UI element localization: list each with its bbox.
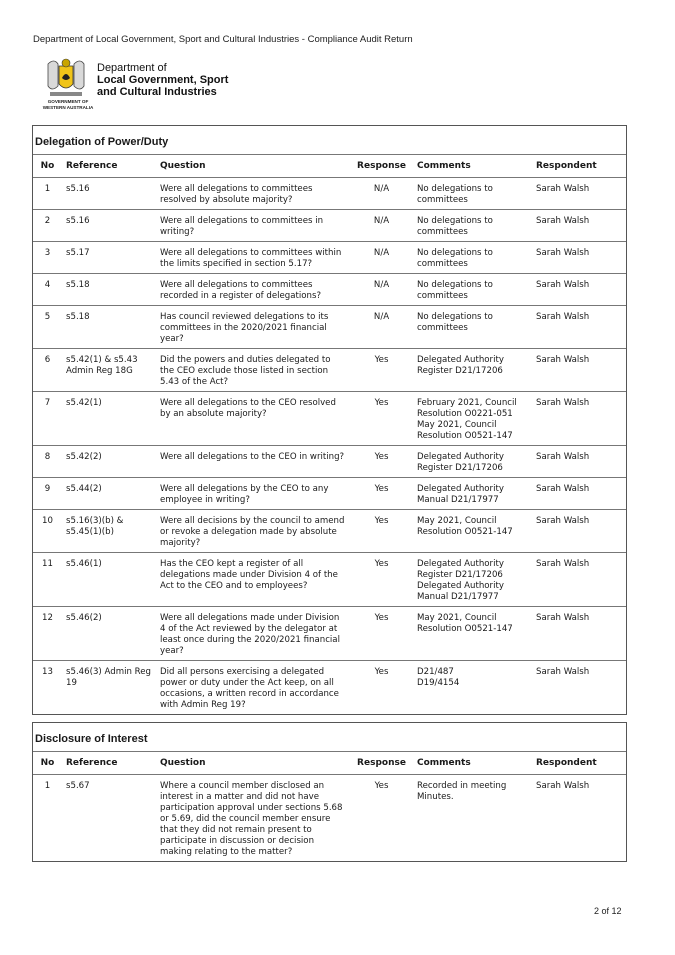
cell-respondent: Sarah Walsh: [532, 510, 626, 553]
section-title: Delegation of Power/Duty: [33, 126, 626, 155]
cell-no: 4: [33, 274, 62, 306]
cell-question: Were all delegations to committees recorded in a register of delegations?: [156, 274, 350, 306]
cell-comments: No delegations to committees: [413, 210, 532, 242]
cell-comments: Delegated Authority Register D21/17206: [413, 446, 532, 478]
cell-reference: s5.46(3) Admin Reg 19: [66, 667, 151, 688]
cell-comments: D21/487 D19/4154: [417, 667, 460, 688]
cell-no: 9: [33, 478, 62, 510]
cell-question: Did all persons exercising a delegated power or duty under the Act keep, on all occasions, a written record in accordance with Admin Reg 19?: [160, 667, 339, 710]
col-response: Response: [350, 752, 413, 775]
cell-comments: No delegations to committees: [413, 178, 532, 210]
department-name-line-1: Department of: [97, 62, 167, 74]
cell-comments: May 2021, Council Resolution O0521-147: [413, 510, 532, 553]
cell-no: 12: [33, 607, 62, 661]
table-row: [33, 392, 626, 446]
cell-no: 11: [33, 553, 62, 607]
cell-response: N/A: [350, 274, 413, 306]
cell-response: Yes: [350, 478, 413, 510]
table-row: [33, 349, 626, 392]
disclosure-rows: [33, 775, 626, 862]
wa-crest-icon: [40, 56, 92, 102]
cell-respondent: Sarah Walsh: [532, 607, 626, 661]
cell-comments: No delegations to committees: [413, 242, 532, 274]
cell-reference: s5.17: [62, 242, 156, 274]
cell-comments: Recorded in meeting Minutes.: [417, 781, 507, 802]
cell-comments: Delegated Authority Manual D21/17977: [413, 478, 532, 510]
col-reference: Reference: [62, 752, 156, 775]
col-comments: Comments: [413, 752, 532, 775]
cell-reference: s5.46(1): [62, 553, 156, 607]
cell-comments: No delegations to committees: [413, 274, 532, 306]
cell-reference: s5.42(1) & s5.43 Admin Reg 18G: [62, 349, 156, 392]
cell-response: Yes: [350, 510, 413, 553]
table-row: [33, 553, 626, 607]
cell-comments: Delegated Authority Register D21/17206 Delegated Authority Manual D21/17977: [413, 553, 532, 607]
cell-question: Where a council member disclosed an interest in a matter and did not have participation approval under sections 5.68 or 5.69, did the council member ensure that they did not remain present to participate in discussion or decision making relating to the matter?: [160, 781, 343, 857]
cell-response: Yes: [350, 392, 413, 446]
cell-no: 6: [33, 349, 62, 392]
cell-respondent: Sarah Walsh: [536, 781, 590, 791]
cell-reference: s5.46(2): [62, 607, 156, 661]
table-row: [33, 210, 626, 242]
cell-respondent: Sarah Walsh: [536, 667, 590, 677]
cell-question: Were all delegations to committees in writing?: [156, 210, 350, 242]
cell-question: Has the CEO kept a register of all delegations made under Division 4 of the Act to the CEO and to employees?: [156, 553, 350, 607]
cell-respondent: Sarah Walsh: [532, 349, 626, 392]
cell-comments: May 2021, Council Resolution O0521-147: [413, 607, 532, 661]
section-delegation: [32, 125, 627, 715]
cell-question: Were all delegations to the CEO resolved by an absolute majority?: [156, 392, 350, 446]
cell-question: Has council reviewed delegations to its committees in the 2020/2021 financial year?: [156, 306, 350, 349]
delegation-table: [33, 155, 626, 714]
col-response: Response: [350, 155, 413, 178]
section-title: Disclosure of Interest: [33, 723, 626, 752]
cell-question: Were all delegations by the CEO to any employee in writing?: [156, 478, 350, 510]
crest-caption-line-1: GOVERNMENT OF: [47, 99, 89, 104]
cell-response: N/A: [350, 178, 413, 210]
department-name-line-3: and Cultural Industries: [97, 86, 217, 98]
col-no: No: [33, 752, 62, 775]
department-name: [97, 62, 228, 98]
col-question: Question: [156, 155, 350, 178]
cell-question: Were all delegations made under Division 4 of the Act reviewed by the delegator at least once during the 2020/2021 financial year?: [156, 607, 350, 661]
cell-no: 2: [33, 210, 62, 242]
cell-reference: s5.16: [62, 178, 156, 210]
table-row: [33, 607, 626, 661]
disclosure-table: [33, 752, 626, 861]
cell-response: Yes: [350, 607, 413, 661]
cell-respondent: Sarah Walsh: [532, 306, 626, 349]
cell-question: Were all delegations to the CEO in writing?: [156, 446, 350, 478]
cell-response: N/A: [350, 306, 413, 349]
document-header: Department of Local Government, Sport and Cultural Industries - Compliance Audit Return: [33, 34, 413, 45]
cell-comments: Delegated Authority Register D21/17206: [413, 349, 532, 392]
table-row: [33, 775, 626, 862]
table-row: [33, 510, 626, 553]
cell-respondent: Sarah Walsh: [532, 274, 626, 306]
cell-respondent: Sarah Walsh: [532, 178, 626, 210]
col-no: No: [33, 155, 62, 178]
cell-response: Yes: [374, 781, 389, 791]
table-header-row: [33, 752, 626, 775]
col-reference: Reference: [62, 155, 156, 178]
table-row: [33, 446, 626, 478]
table-row: [33, 274, 626, 306]
cell-response: Yes: [374, 667, 389, 677]
cell-reference: s5.18: [62, 306, 156, 349]
cell-question: Were all decisions by the council to amend or revoke a delegation made by absolute majority?: [156, 510, 350, 553]
cell-no: 8: [33, 446, 62, 478]
cell-no: 3: [33, 242, 62, 274]
cell-reference: s5.67: [66, 781, 90, 791]
department-name-line-2: Local Government, Sport: [97, 74, 229, 86]
cell-respondent: Sarah Walsh: [532, 478, 626, 510]
cell-reference: s5.16: [62, 210, 156, 242]
cell-comments: No delegations to committees: [413, 306, 532, 349]
table-row: [33, 306, 626, 349]
cell-no: 10: [33, 510, 62, 553]
table-row: [33, 178, 626, 210]
cell-question: Did the powers and duties delegated to the CEO exclude those listed in section 5.43 of the Act?: [156, 349, 350, 392]
section-disclosure: [32, 722, 627, 862]
col-respondent: Respondent: [532, 155, 626, 178]
table-row: [33, 661, 626, 715]
table-header-row: [33, 155, 626, 178]
crest-caption-line-2: WESTERN AUSTRALIA: [42, 104, 94, 110]
cell-response: Yes: [350, 349, 413, 392]
department-logo: [40, 56, 240, 111]
cell-respondent: Sarah Walsh: [532, 392, 626, 446]
cell-reference: s5.18: [62, 274, 156, 306]
cell-response: N/A: [350, 242, 413, 274]
cell-reference: s5.42(1): [62, 392, 156, 446]
cell-respondent: Sarah Walsh: [532, 210, 626, 242]
table-row: [33, 478, 626, 510]
cell-respondent: Sarah Walsh: [532, 242, 626, 274]
col-comments: Comments: [413, 155, 532, 178]
cell-response: Yes: [350, 446, 413, 478]
crest-caption: [40, 99, 96, 110]
cell-respondent: Sarah Walsh: [532, 446, 626, 478]
cell-reference: s5.16(3)(b) & s5.45(1)(b): [62, 510, 156, 553]
cell-no: 7: [33, 392, 62, 446]
table-row: [33, 242, 626, 274]
cell-reference: s5.42(2): [62, 446, 156, 478]
cell-comments: February 2021, Council Resolution O0221-051 May 2021, Council Resolution O0521-147: [413, 392, 532, 446]
cell-no: 1: [44, 781, 51, 791]
cell-respondent: Sarah Walsh: [532, 553, 626, 607]
cell-response: N/A: [350, 210, 413, 242]
cell-no: 5: [33, 306, 62, 349]
cell-no: 13: [42, 667, 53, 677]
col-question: Question: [156, 752, 350, 775]
cell-question: Were all delegations to committees resolved by absolute majority?: [156, 178, 350, 210]
cell-no: 1: [33, 178, 62, 210]
delegation-rows: [33, 178, 626, 715]
cell-response: Yes: [350, 553, 413, 607]
page-number: 2 of 12: [594, 906, 622, 916]
cell-reference: s5.44(2): [62, 478, 156, 510]
col-respondent: Respondent: [532, 752, 626, 775]
cell-question: Were all delegations to committees within the limits specified in section 5.17?: [156, 242, 350, 274]
